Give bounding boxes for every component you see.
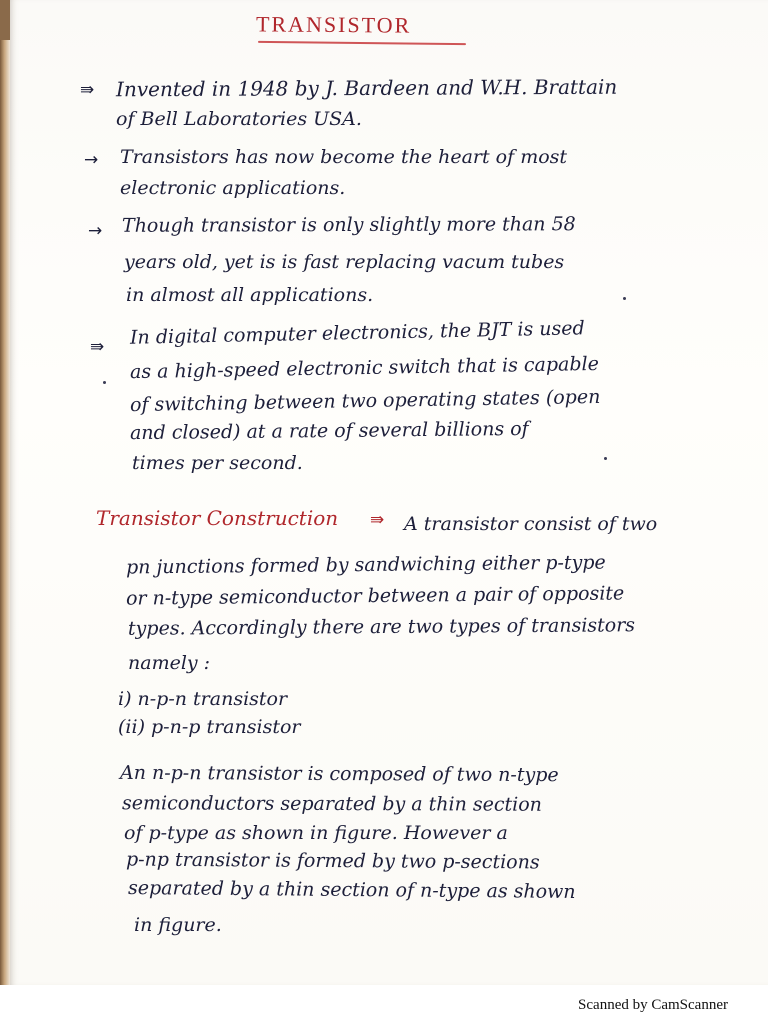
bullet-arrow-icon: ⇛ (90, 337, 105, 357)
construction-line-1: A transistor consist of two (404, 513, 658, 535)
paragraph-line-4: p-np transistor is formed by two p-sections (125, 848, 540, 874)
page-title: TRANSISTOR (255, 11, 412, 38)
bullet-2-line-1: Transistors has now become the heart of most (120, 146, 568, 168)
scanner-watermark: Scanned by CamScanner (578, 997, 728, 1013)
bullet-4-line-2: as a high-speed electronic switch that is capable (129, 352, 600, 384)
construction-line-4: types. Accordingly there are two types of transistors (127, 614, 636, 640)
bullet-3-line-2: years old, yet is is fast replacing vacum tubes (124, 251, 565, 273)
bullet-arrow-icon: → (84, 150, 99, 170)
bullet-1-line-1: Invented in 1948 by J. Bardeen and W.H. Brattain (115, 74, 618, 102)
transistor-type-2: (ii) p-n-p transistor (118, 716, 301, 738)
bullet-4-line-5: times per second. (132, 452, 303, 474)
bullet-arrow-icon: ⇛ (80, 80, 95, 100)
bullet-4-line-3: of switching between two operating states (open (129, 385, 601, 417)
bullet-2-line-2: electronic applications. (120, 177, 346, 199)
paragraph-line-2: semiconductors separated by a thin section (121, 792, 542, 816)
paragraph-line-3: of p-type as shown in figure. However a (124, 822, 508, 844)
bullet-3-line-3: in almost all applications. (126, 284, 374, 306)
ink-speck (103, 381, 106, 384)
construction-line-2: pn junctions formed by sandwiching either p-type (125, 551, 606, 579)
ink-speck (604, 457, 607, 460)
ink-speck (623, 297, 626, 300)
construction-line-3: or n-type semiconductor between a pair of opposite (125, 582, 625, 610)
paragraph-line-6: in figure. (134, 914, 222, 936)
paragraph-line-1: An n-p-n transistor is composed of two n-type (119, 761, 559, 787)
construction-line-5: namely : (128, 652, 211, 674)
bullet-3-line-1: Though transistor is only slightly more than 58 (121, 213, 576, 237)
section-heading: Transistor Construction (96, 506, 339, 530)
bullet-arrow-icon: → (88, 221, 103, 241)
paragraph-line-5: separated by a thin section of n-type as shown (127, 877, 576, 903)
section-arrow-icon: ⇛ (370, 510, 385, 530)
bullet-4-line-1: In digital computer electronics, the BJT is used (129, 317, 585, 349)
bullet-1-line-2: of Bell Laboratories USA. (116, 108, 362, 130)
notebook-edge (0, 0, 10, 1024)
bullet-4-line-4: and closed) at a rate of several billions of (129, 417, 529, 445)
transistor-type-1: i) n-p-n transistor (118, 688, 288, 710)
